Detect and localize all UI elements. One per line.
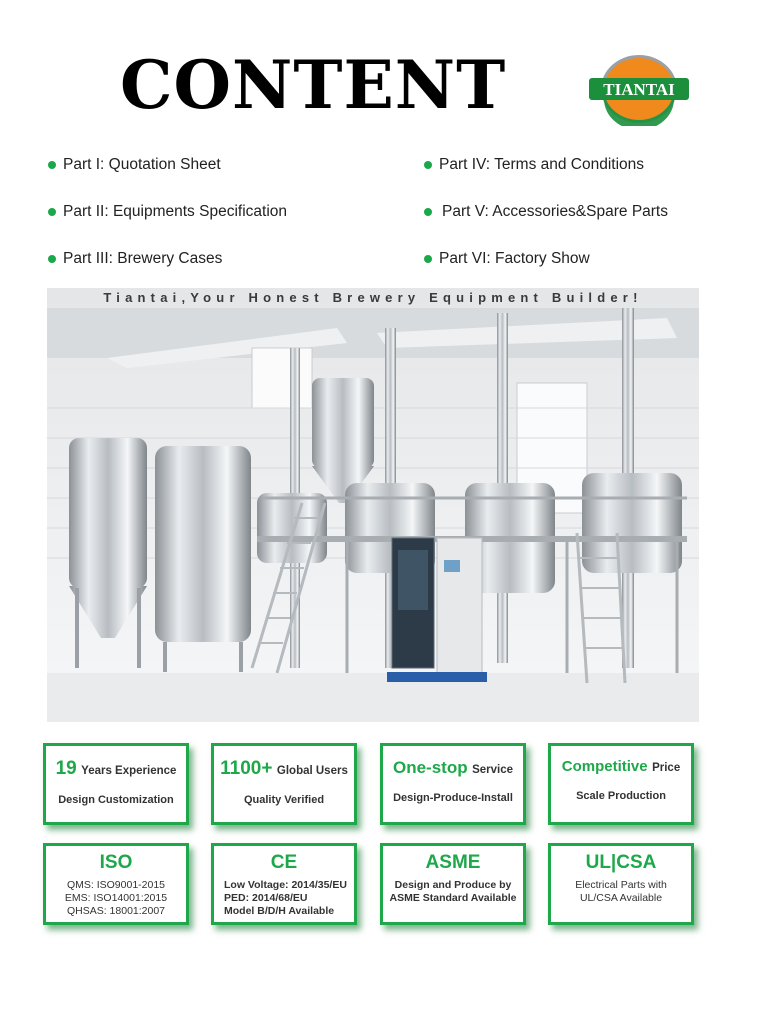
cert-card-asme[interactable] — [380, 843, 526, 925]
cert-card-ce[interactable] — [211, 843, 357, 925]
bullet-icon — [424, 255, 432, 263]
bullet-icon — [48, 255, 56, 263]
feature-value: One-stop — [393, 758, 468, 777]
feature-label: Global Users — [276, 765, 348, 777]
cert-card-iso[interactable] — [43, 843, 189, 925]
feature-card-users[interactable] — [211, 743, 357, 825]
feature-card-experience[interactable] — [43, 743, 189, 825]
cert-title: UL|CSA — [585, 852, 657, 873]
photo-caption: Tiantai,Your Honest Brewery Equipment Builder! — [103, 290, 643, 305]
cert-line: QHSAS: 18001:2007 — [66, 905, 166, 917]
brewery-illustration — [47, 288, 699, 722]
bullet-icon — [48, 208, 56, 216]
tiantai-logo — [585, 52, 693, 126]
logo-text: TIANTAI — [603, 80, 675, 99]
cert-line: ASME Standard Available — [389, 892, 517, 904]
toc-item[interactable] — [48, 250, 222, 268]
bullet-icon — [424, 208, 432, 216]
brewery-equipment-photo — [47, 288, 699, 722]
page-title: CONTENT — [120, 46, 507, 124]
feature-sub: Scale Production — [576, 790, 666, 802]
feature-card-price[interactable] — [548, 743, 694, 825]
feature-sub: Quality Verified — [243, 794, 325, 806]
feature-card-service[interactable] — [380, 743, 526, 825]
cert-line: Model B/D/H Available — [224, 905, 335, 917]
toc-item[interactable] — [424, 156, 644, 174]
feature-value: 19 — [55, 758, 77, 779]
bullet-icon — [424, 161, 432, 169]
toc-item[interactable] — [48, 203, 287, 221]
cert-line: QMS: ISO9001-2015 — [66, 879, 166, 891]
feature-value: 1100+ — [220, 758, 273, 779]
cert-line: EMS: ISO14001:2015 — [64, 892, 168, 904]
toc-label: Part I: Quotation Sheet — [63, 156, 221, 173]
cert-line: PED: 2014/68/EU — [224, 892, 308, 904]
toc-label: Part II: Equipments Specification — [63, 203, 288, 220]
cert-title: ISO — [99, 852, 133, 873]
cert-title: CE — [270, 852, 298, 873]
feature-value: Competitive — [561, 758, 648, 775]
bullet-icon — [48, 161, 56, 169]
toc-item[interactable] — [424, 250, 590, 268]
cert-line: Design and Produce by — [394, 879, 512, 891]
feature-sub: Design Customization — [58, 794, 174, 806]
cert-title: ASME — [425, 852, 481, 873]
feature-label: Years Experience — [81, 765, 177, 777]
feature-label: Service — [472, 764, 513, 776]
toc-label: Part VI: Factory Show — [439, 250, 590, 267]
feature-sub: Design-Produce-Install — [393, 792, 513, 804]
toc-label: Part IV: Terms and Conditions — [439, 156, 645, 173]
cert-line: Low Voltage: 2014/35/EU — [224, 879, 347, 891]
feature-label: Price — [652, 762, 681, 774]
toc-label: Part V: Accessories&Spare Parts — [442, 203, 668, 220]
toc-label: Part III: Brewery Cases — [63, 250, 223, 267]
cert-card-ul-csa[interactable] — [548, 843, 694, 925]
toc-item[interactable] — [48, 156, 221, 174]
toc-item[interactable] — [424, 203, 668, 221]
cert-line: UL/CSA Available — [579, 892, 663, 904]
cert-line: Electrical Parts with — [575, 879, 667, 891]
